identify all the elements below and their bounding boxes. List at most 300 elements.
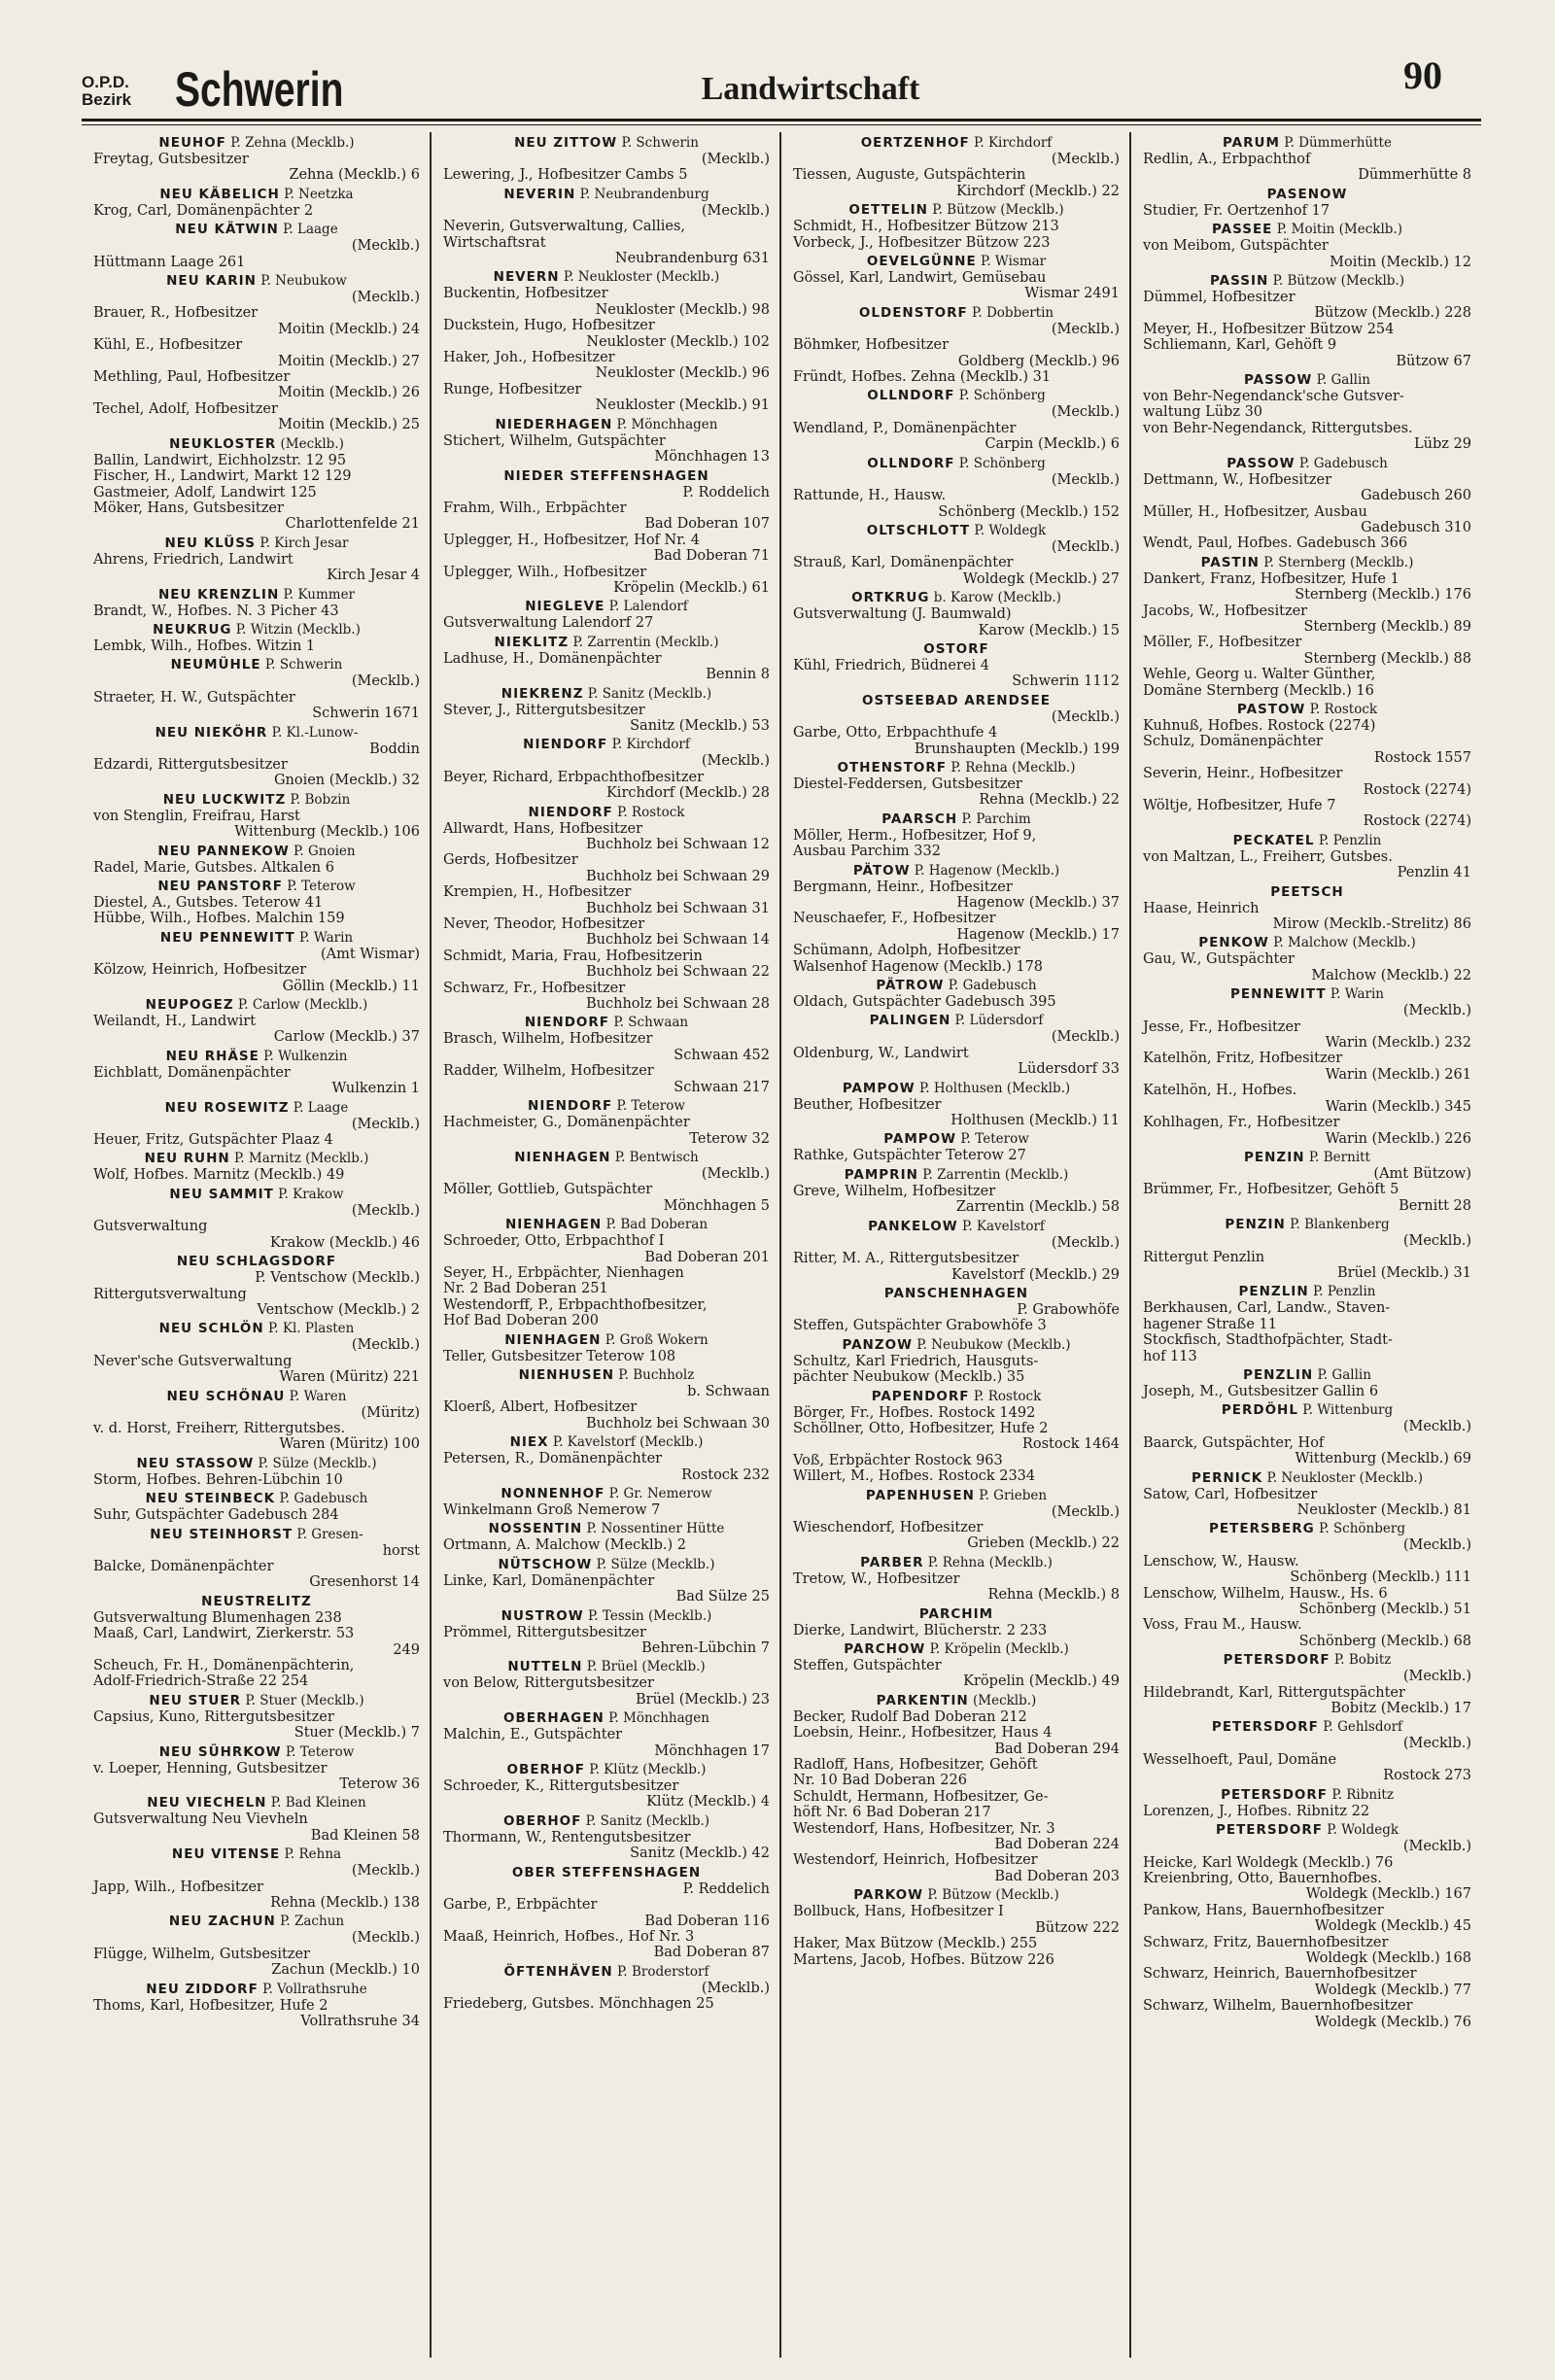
entry-name-line: Japp, Wilh., Hofbesitzer bbox=[93, 1879, 263, 1895]
place-heading bbox=[793, 1078, 1120, 1097]
directory-entry bbox=[793, 453, 1120, 520]
entry-name-line: Schöllner, Otto, Hofbesitzer, Hufe 2 bbox=[793, 1420, 1049, 1436]
entry-detail-line: (Mecklb.) bbox=[1402, 1537, 1471, 1554]
place-name: PARKOW bbox=[853, 1887, 924, 1904]
directory-entry bbox=[443, 632, 770, 683]
place-heading bbox=[93, 789, 420, 809]
place-name: NIENHAGEN bbox=[514, 1149, 611, 1165]
entry-name-line: Katelhön, Fritz, Hofbesitzer bbox=[1143, 1051, 1343, 1067]
entry-detail-line: (Mecklb.) bbox=[351, 1930, 420, 1947]
place-name: NIENDORF bbox=[528, 804, 613, 820]
place-name: PARBER bbox=[860, 1554, 924, 1570]
place-heading bbox=[1143, 830, 1471, 849]
directory-entry bbox=[793, 385, 1120, 452]
entry-detail-line: Schönberg (Mecklb.) 51 bbox=[1298, 1602, 1471, 1618]
entry-name-line: Never'sche Gutsverwaltung bbox=[93, 1353, 293, 1369]
place-heading bbox=[443, 466, 770, 485]
directory-entry bbox=[93, 1046, 420, 1097]
post-office: (Mecklb.) bbox=[280, 435, 344, 452]
entry-detail-line: Gadebusch 310 bbox=[1361, 519, 1471, 535]
directory-entry bbox=[443, 1329, 770, 1364]
entry-name-line: von Behr-Negendanck, Rittergutsbes. bbox=[1143, 420, 1413, 436]
bezirk-label: Bezirk bbox=[82, 90, 132, 109]
entry-detail-line: Sternberg (Mecklb.) 176 bbox=[1295, 587, 1471, 604]
place-heading bbox=[793, 1884, 1120, 1904]
entry-detail-line: Rostock (2274) bbox=[1363, 813, 1471, 830]
entry-name-line: Schroeder, K., Rittergutsbesitzer bbox=[443, 1778, 679, 1795]
place-heading bbox=[793, 1216, 1120, 1235]
entry-detail-line: (Mecklb.) bbox=[351, 673, 420, 690]
place-heading bbox=[793, 1283, 1120, 1302]
place-name: PETERSDORF bbox=[1223, 1652, 1330, 1669]
place-heading bbox=[93, 1046, 420, 1065]
directory-entry bbox=[443, 1483, 770, 1518]
place-name: PETERSDORF bbox=[1215, 1822, 1323, 1839]
post-office: P. Teterow bbox=[616, 1098, 685, 1115]
entry-name-line: Lembk, Wilh., Hofbes. Witzin 1 bbox=[93, 638, 316, 654]
post-office: P. Laage bbox=[283, 222, 338, 238]
entry-detail-line: horst bbox=[382, 1542, 420, 1559]
post-office: P. Wismar bbox=[981, 254, 1047, 270]
place-heading bbox=[793, 1690, 1120, 1709]
entry-name-line: Schmidt, H., Hofbesitzer Bützow 213 bbox=[793, 219, 1059, 235]
entry-detail-line: (Müritz) bbox=[361, 1404, 420, 1421]
place-heading bbox=[443, 1862, 770, 1881]
place-name: OEVELGÜNNE bbox=[866, 254, 977, 270]
entry-detail-line: (Mecklb.) bbox=[701, 152, 770, 167]
post-office: P. Witzin (Mecklb.) bbox=[235, 621, 361, 638]
entry-name-line: Jacobs, W., Hofbesitzer bbox=[1143, 603, 1308, 619]
directory-entry bbox=[793, 975, 1120, 1010]
post-office: P. Warin bbox=[1330, 986, 1385, 1003]
place-heading bbox=[793, 1604, 1120, 1623]
directory-entry bbox=[93, 1591, 420, 1690]
entry-detail-line: Woldegk (Mecklb.) 168 bbox=[1305, 1949, 1471, 1966]
entry-detail-line: (Mecklb.) bbox=[1402, 1003, 1471, 1019]
place-name: NEU PANSTORF bbox=[157, 879, 283, 894]
post-office: P. Gallin bbox=[1317, 1366, 1371, 1383]
place-name: NEU STEINHORST bbox=[150, 1526, 294, 1542]
place-heading bbox=[443, 683, 770, 703]
entry-detail-line: Lüdersdorf 33 bbox=[1018, 1061, 1120, 1078]
post-office: P. Sternberg (Mecklb.) bbox=[1263, 554, 1414, 570]
directory-entry bbox=[793, 1604, 1120, 1638]
entry-detail-line: Zarrentin (Mecklb.) 58 bbox=[955, 1199, 1120, 1216]
place-name: PARKENTIN bbox=[876, 1692, 969, 1708]
place-name: PASSOW bbox=[1243, 372, 1313, 389]
place-name: OSTSEEBAD ARENDSEE bbox=[862, 692, 1051, 708]
entry-detail-line: Waren (Müritz) 221 bbox=[279, 1369, 420, 1386]
directory-entry bbox=[93, 619, 420, 654]
place-heading bbox=[93, 270, 420, 290]
place-heading bbox=[93, 433, 420, 453]
directory-entry bbox=[1143, 830, 1471, 881]
post-office: P. Stuer (Mecklb.) bbox=[245, 1692, 364, 1708]
place-heading bbox=[793, 1485, 1120, 1504]
place-heading bbox=[93, 584, 420, 604]
directory-entry bbox=[93, 433, 420, 533]
directory-entry bbox=[93, 1318, 420, 1385]
directory-entry bbox=[793, 1283, 1120, 1334]
place-name: NEU ROSEWITZ bbox=[164, 1099, 290, 1116]
entry-detail-line: Warin (Mecklb.) 232 bbox=[1325, 1035, 1471, 1052]
place-heading bbox=[93, 1979, 420, 1998]
entry-name-line: Becker, Rudolf Bad Doberan 212 bbox=[793, 1708, 1027, 1725]
entry-detail-line: Bad Doberan 203 bbox=[994, 1868, 1120, 1884]
entry-detail-line: Zachun (Mecklb.) 10 bbox=[271, 1962, 420, 1979]
entry-name-line: Schwarz, Wilhelm, Bauernhofbesitzer bbox=[1143, 1998, 1413, 2015]
place-name: NEU VITENSE bbox=[171, 1846, 281, 1863]
place-heading bbox=[1143, 1364, 1471, 1384]
entry-name-line: Runge, Hofbesitzer bbox=[443, 381, 582, 397]
post-office: P. Dümmerhütte bbox=[1284, 135, 1392, 151]
directory-entry bbox=[93, 533, 420, 584]
place-heading bbox=[1143, 932, 1471, 951]
entry-detail-line: Waren (Müritz) 100 bbox=[279, 1436, 420, 1453]
directory-entry bbox=[1143, 932, 1471, 983]
entry-name-line: Wendland, P., Domänenpächter bbox=[793, 420, 1017, 436]
directory-entry bbox=[793, 302, 1120, 386]
place-name: NEU SÜHRKOW bbox=[158, 1743, 282, 1760]
entry-detail-line: P. Reddelich bbox=[682, 1880, 770, 1897]
entry-detail-line: Gadebusch 260 bbox=[1361, 488, 1471, 504]
entry-name-line: Tretow, W., Hofbesitzer bbox=[793, 1570, 960, 1587]
place-name: NOSSENTIN bbox=[488, 1521, 583, 1537]
entry-name-line: Ballin, Landwirt, Eichholzstr. 12 95 bbox=[93, 452, 347, 468]
place-name: NEUSTRELITZ bbox=[201, 1593, 312, 1609]
place-heading bbox=[443, 1518, 770, 1537]
place-heading bbox=[93, 1453, 420, 1472]
place-heading bbox=[793, 199, 1120, 219]
post-office: P. Rostock bbox=[1309, 701, 1378, 717]
directory-entry bbox=[1143, 1399, 1471, 1466]
place-name: NEU STASSOW bbox=[136, 1455, 255, 1471]
entry-detail-line: Buchholz bei Schwaan 12 bbox=[585, 837, 770, 852]
entry-detail-line: P. Grabowhöfe bbox=[1017, 1301, 1120, 1318]
entry-name-line: Möller, F., Hofbesitzer bbox=[1143, 635, 1302, 651]
entry-name-line: Ahrens, Friedrich, Landwirt bbox=[93, 551, 294, 568]
entry-name-line: Domäne Sternberg (Mecklb.) 16 bbox=[1143, 682, 1374, 699]
place-name: OLLNDORF bbox=[867, 455, 955, 471]
post-office: P. Laage bbox=[293, 1099, 349, 1116]
place-name: NUSTROW bbox=[501, 1607, 584, 1624]
place-name: PARCHOW bbox=[844, 1641, 926, 1657]
place-heading bbox=[443, 1554, 770, 1573]
entry-name-line: hagener Straße 11 bbox=[1143, 1316, 1277, 1332]
directory-entry bbox=[93, 994, 420, 1046]
entry-name-line: Stichert, Wilhelm, Gutspächter bbox=[443, 432, 666, 449]
place-heading bbox=[1143, 1399, 1471, 1419]
directory-entry bbox=[793, 809, 1120, 860]
directory-entry bbox=[1143, 270, 1471, 369]
entry-name-line: Duckstein, Hugo, Hofbesitzer bbox=[443, 318, 655, 334]
entry-name-line: Schmidt, Maria, Frau, Hofbesitzerin bbox=[443, 948, 703, 964]
place-heading bbox=[93, 219, 420, 238]
entry-detail-line: Bad Doberan 71 bbox=[653, 548, 770, 565]
entry-detail-line: Karow (Mecklb.) 15 bbox=[978, 622, 1120, 638]
entry-name-line: Brauer, R., Hofbesitzer bbox=[93, 305, 259, 322]
place-heading bbox=[93, 654, 420, 673]
place-heading bbox=[93, 1742, 420, 1761]
directory-entry bbox=[443, 1214, 770, 1328]
post-office: P. Bützow (Mecklb.) bbox=[927, 1887, 1059, 1904]
place-heading bbox=[93, 1488, 420, 1507]
place-heading bbox=[793, 757, 1120, 776]
entry-detail-line: Neukloster (Mecklb.) 91 bbox=[595, 397, 770, 414]
entry-name-line: Joseph, M., Gutsbesitzer Gallin 6 bbox=[1143, 1383, 1379, 1399]
directory-entry bbox=[1143, 219, 1471, 270]
place-name: PASTIN bbox=[1200, 554, 1260, 570]
entry-detail-line: Teterow 36 bbox=[339, 1776, 420, 1793]
post-office: b. Karow (Mecklb.) bbox=[933, 590, 1061, 606]
entry-detail-line: Neukloster (Mecklb.) 98 bbox=[595, 301, 770, 318]
entry-name-line: Walsenhof Hagenow (Mecklb.) 178 bbox=[793, 958, 1044, 975]
directory-entry bbox=[793, 1010, 1120, 1077]
post-office: P. Brüel (Mecklb.) bbox=[586, 1659, 706, 1675]
place-name: NUTTELN bbox=[507, 1659, 583, 1675]
entry-name-line: Oldenburg, W., Landwirt bbox=[793, 1045, 969, 1061]
place-name: PAPENDORF bbox=[871, 1388, 970, 1404]
place-name: NIENDORF bbox=[524, 1015, 610, 1031]
entry-detail-line: Moitin (Mecklb.) 25 bbox=[278, 417, 420, 433]
header-rule bbox=[82, 119, 1481, 121]
entry-name-line: von Stenglin, Freifrau, Harst bbox=[93, 808, 300, 824]
place-heading bbox=[443, 632, 770, 651]
entry-name-line: Baarck, Gutspächter, Hof bbox=[1143, 1434, 1325, 1451]
place-heading bbox=[793, 1334, 1120, 1354]
entry-detail-line: Bad Doberan 107 bbox=[644, 516, 770, 533]
place-name: NEU PENNEWITT bbox=[159, 929, 295, 946]
entry-detail-line: b. Schwaan bbox=[687, 1383, 770, 1399]
place-name: NONNENHOF bbox=[501, 1486, 605, 1501]
place-name: OBERHAGEN bbox=[503, 1710, 605, 1727]
entry-name-line: Dankert, Franz, Hofbesitzer, Hufe 1 bbox=[1143, 570, 1400, 587]
entry-name-line: Ausbau Parchim 332 bbox=[793, 844, 941, 860]
entry-name-line: Haker, Max Bützow (Mecklb.) 255 bbox=[793, 1936, 1038, 1952]
place-name: PETERSDORF bbox=[1221, 1786, 1329, 1803]
directory-entry bbox=[793, 638, 1120, 690]
entry-name-line: Schwarz, Heinrich, Bauernhofbesitzer bbox=[1143, 1966, 1417, 1983]
directory-entry bbox=[793, 1386, 1120, 1485]
place-name: PENZLIN bbox=[1243, 1366, 1314, 1383]
post-office: P. Wulkenzin bbox=[263, 1048, 348, 1064]
entry-name-line: Krempien, H., Hofbesitzer bbox=[443, 884, 632, 901]
directory-entry bbox=[793, 132, 1120, 199]
entry-detail-line: Charlottenfelde 21 bbox=[285, 516, 420, 533]
entry-detail-line: Moitin (Mecklb.) 26 bbox=[278, 385, 420, 401]
entry-detail-line: Zehna (Mecklb.) 6 bbox=[289, 167, 420, 184]
entry-name-line: Wöltje, Hofbesitzer, Hufe 7 bbox=[1143, 798, 1336, 813]
entry-detail-line: Penzlin 41 bbox=[1397, 865, 1471, 881]
place-name: PEETSCH bbox=[1270, 883, 1344, 900]
place-heading bbox=[1143, 270, 1471, 290]
entry-name-line: Müller, H., Hofbesitzer, Ausbau bbox=[1143, 503, 1367, 520]
entry-detail-line: (Mecklb.) bbox=[1051, 321, 1120, 337]
entry-name-line: Redlin, A., Erbpachthof bbox=[1143, 152, 1311, 167]
entry-detail-line: (Mecklb.) bbox=[1051, 1503, 1120, 1520]
entry-detail-line: Gnoien (Mecklb.) 32 bbox=[273, 773, 420, 789]
directory-entry bbox=[793, 1334, 1120, 1386]
entry-name-line: Techel, Adolf, Hofbesitzer bbox=[93, 400, 278, 417]
post-office: P. Warin bbox=[298, 929, 354, 946]
post-office: P. Tessin (Mecklb.) bbox=[587, 1607, 712, 1624]
post-office: P. Bad Doberan bbox=[605, 1217, 708, 1233]
post-office: P. Bobitz bbox=[1333, 1652, 1392, 1669]
directory-entry bbox=[443, 596, 770, 631]
place-name: NEU LUCKWITZ bbox=[162, 791, 287, 808]
directory-entry bbox=[1143, 1819, 1471, 2030]
entry-detail-line: Wittenburg (Mecklb.) 106 bbox=[234, 824, 420, 841]
post-office: P. Marnitz (Mecklb.) bbox=[234, 1151, 369, 1167]
place-heading bbox=[443, 1483, 770, 1502]
entry-name-line: Kreienbring, Otto, Bauernhofbes. bbox=[1143, 1870, 1382, 1886]
entry-name-line: Wendt, Paul, Hofbes. Gadebusch 366 bbox=[1143, 535, 1408, 552]
entry-name-line: Greve, Wilhelm, Hofbesitzer bbox=[793, 1183, 996, 1199]
place-name: NEU SAMMIT bbox=[169, 1186, 274, 1202]
post-office: P. Gnoien bbox=[294, 843, 356, 859]
directory-entry bbox=[443, 1147, 770, 1214]
directory-entry bbox=[93, 1184, 420, 1251]
entry-name-line: Brandt, W., Hofbes. N. 3 Picher 43 bbox=[93, 603, 339, 619]
place-heading bbox=[1143, 219, 1471, 238]
entry-detail-line: Malchow (Mecklb.) 22 bbox=[1311, 967, 1471, 983]
entry-name-line: Bollbuck, Hans, Hofbesitzer I bbox=[793, 1904, 1004, 1920]
entry-detail-line: Kröpelin (Mecklb.) 61 bbox=[613, 579, 770, 596]
place-heading bbox=[443, 1364, 770, 1384]
entry-name-line: Garbe, Otto, Erbpachthufe 4 bbox=[793, 725, 998, 742]
place-heading bbox=[793, 132, 1120, 152]
entry-detail-line: Woldegk (Mecklb.) 76 bbox=[1314, 2014, 1471, 2030]
place-heading bbox=[93, 1184, 420, 1203]
entry-name-line: Börger, Fr., Hofbes. Rostock 1492 bbox=[793, 1404, 1036, 1421]
entry-detail-line: (Mecklb.) bbox=[1051, 404, 1120, 421]
entry-name-line: Kölzow, Heinrich, Hofbesitzer bbox=[93, 962, 307, 979]
entry-detail-line: Sanitz (Mecklb.) 53 bbox=[630, 717, 770, 734]
directory-entry bbox=[93, 1488, 420, 1523]
entry-detail-line: Vollrathsruhe 34 bbox=[300, 2014, 420, 2030]
directory-entry bbox=[93, 584, 420, 619]
place-heading bbox=[93, 1911, 420, 1930]
directory-entry bbox=[793, 1128, 1120, 1163]
post-office: P. Sanitz (Mecklb.) bbox=[587, 685, 712, 702]
post-office: P. Nossentiner Hütte bbox=[586, 1521, 725, 1537]
entry-detail-line: (Amt Wismar) bbox=[320, 946, 420, 962]
post-office: P. Penzlin bbox=[1312, 1284, 1376, 1300]
post-office: P. Gresen- bbox=[296, 1526, 363, 1542]
post-office: P. Neubukow (Mecklb.) bbox=[916, 1336, 1071, 1353]
entry-name-line: Schwarz, Fr., Hofbesitzer bbox=[443, 980, 626, 996]
place-name: NEU KÄBELICH bbox=[159, 186, 280, 202]
place-heading bbox=[1143, 983, 1471, 1003]
place-heading bbox=[443, 1147, 770, 1166]
place-name: NEU KARIN bbox=[166, 273, 257, 290]
place-name: NEU ZACHUN bbox=[168, 1914, 276, 1930]
place-heading bbox=[443, 414, 770, 433]
place-name: PARUM bbox=[1223, 135, 1280, 151]
entry-name-line: Ortmann, A. Malchow (Mecklb.) 2 bbox=[443, 1537, 686, 1554]
entry-detail-line: Lübz 29 bbox=[1414, 436, 1471, 453]
directory-entry bbox=[793, 251, 1120, 302]
directory-entry bbox=[793, 1485, 1120, 1552]
place-name: ÖFTENHÄVEN bbox=[503, 1963, 613, 1980]
entry-name-line: Dettmann, W., Hofbesitzer bbox=[1143, 471, 1332, 488]
entry-detail-line: Sanitz (Mecklb.) 42 bbox=[630, 1845, 770, 1862]
entry-detail-line: (Mecklb.) bbox=[351, 238, 420, 255]
entry-name-line: Strauß, Karl, Domänenpächter bbox=[793, 555, 1014, 571]
directory-entry bbox=[93, 654, 420, 721]
directory-entry bbox=[93, 1251, 420, 1318]
entry-name-line: Wieschendorf, Hofbesitzer bbox=[793, 1519, 984, 1535]
entry-name-line: Pankow, Hans, Bauernhofbesitzer bbox=[1143, 1902, 1384, 1918]
directory-entry bbox=[93, 270, 420, 433]
post-office: P. Neukloster (Mecklb.) bbox=[1266, 1469, 1423, 1486]
place-heading bbox=[93, 1148, 420, 1167]
entry-name-line: Wehle, Georg u. Walter Günther, bbox=[1143, 667, 1376, 683]
entry-name-line: Gastmeier, Adolf, Landwirt 125 bbox=[93, 484, 317, 500]
place-name: NIENHAGEN bbox=[504, 1217, 603, 1233]
place-name: NEUKLOSTER bbox=[169, 435, 277, 452]
entry-name-line: Uplegger, H., Hofbesitzer, Hof Nr. 4 bbox=[443, 532, 701, 548]
entry-name-line: Diestel-Feddersen, Gutsbesitzer bbox=[793, 776, 1022, 792]
entry-name-line: Rittergut Penzlin bbox=[1143, 1249, 1265, 1265]
place-name: NEU RHÄSE bbox=[165, 1048, 259, 1064]
place-name: NEU STUER bbox=[149, 1692, 242, 1708]
entry-name-line: Kuhnuß, Hofbes. Rostock (2274) bbox=[1143, 717, 1376, 734]
post-office: P. Ribnitz bbox=[1331, 1786, 1394, 1803]
entry-detail-line: Stuer (Mecklb.) 7 bbox=[294, 1725, 420, 1742]
entry-name-line: Seyer, H., Erbpächter, Nienhagen bbox=[443, 1264, 684, 1281]
place-name: PASTOW bbox=[1236, 701, 1306, 717]
place-name: PETERSDORF bbox=[1211, 1719, 1319, 1736]
post-office: P. Kl. Plasten bbox=[267, 1321, 355, 1337]
column-4 bbox=[1131, 132, 1481, 2358]
entry-detail-line: Sternberg (Mecklb.) 89 bbox=[1303, 618, 1471, 635]
directory-entry bbox=[1143, 1364, 1471, 1399]
place-heading bbox=[793, 638, 1120, 658]
post-office: P. Bützow (Mecklb.) bbox=[932, 202, 1064, 219]
entry-name-line: Radel, Marie, Gutsbes. Altkalen 6 bbox=[93, 859, 334, 876]
entry-name-line: Schliemann, Karl, Gehöft 9 bbox=[1143, 337, 1337, 354]
place-heading bbox=[1143, 1281, 1471, 1300]
post-office: P. Bernitt bbox=[1308, 1149, 1370, 1165]
place-heading bbox=[443, 266, 770, 286]
entry-detail-line: Rostock (2274) bbox=[1363, 781, 1471, 798]
place-name: OLLNDORF bbox=[867, 388, 955, 404]
entry-name-line: Gutsverwaltung Lalendorf 27 bbox=[443, 615, 654, 632]
entry-name-line: Westendorff, P., Erbpachthofbesitzer, bbox=[443, 1296, 708, 1313]
entry-name-line: Möller, Gottlieb, Gutspächter bbox=[443, 1182, 653, 1198]
post-office: P. Neubukow bbox=[260, 273, 347, 290]
post-office: P. Gadebusch bbox=[1298, 455, 1388, 471]
entry-name-line: Willert, M., Hofbes. Rostock 2334 bbox=[793, 1468, 1036, 1485]
entry-name-line: Haase, Heinrich bbox=[1143, 900, 1260, 916]
entry-name-line: Heicke, Karl Woldegk (Mecklb.) 76 bbox=[1143, 1854, 1394, 1871]
place-heading bbox=[793, 860, 1120, 880]
entry-name-line: Edzardi, Rittergutsbesitzer bbox=[93, 756, 288, 773]
place-heading bbox=[93, 1792, 420, 1811]
directory-entry bbox=[93, 219, 420, 270]
post-office: P. Gehlsdorf bbox=[1323, 1719, 1403, 1736]
entry-detail-line: (Mecklb.) bbox=[701, 1165, 770, 1182]
directory-entry bbox=[443, 1862, 770, 1961]
entry-name-line: Teller, Gutsbesitzer Teterow 108 bbox=[443, 1348, 676, 1364]
directory-entry bbox=[93, 722, 420, 789]
place-heading bbox=[1143, 1214, 1471, 1233]
directory-entry bbox=[793, 757, 1120, 809]
post-office: P. Rehna (Mecklb.) bbox=[950, 759, 1076, 776]
directory-entry bbox=[793, 690, 1120, 757]
post-office: P. Lalendorf bbox=[608, 599, 688, 615]
